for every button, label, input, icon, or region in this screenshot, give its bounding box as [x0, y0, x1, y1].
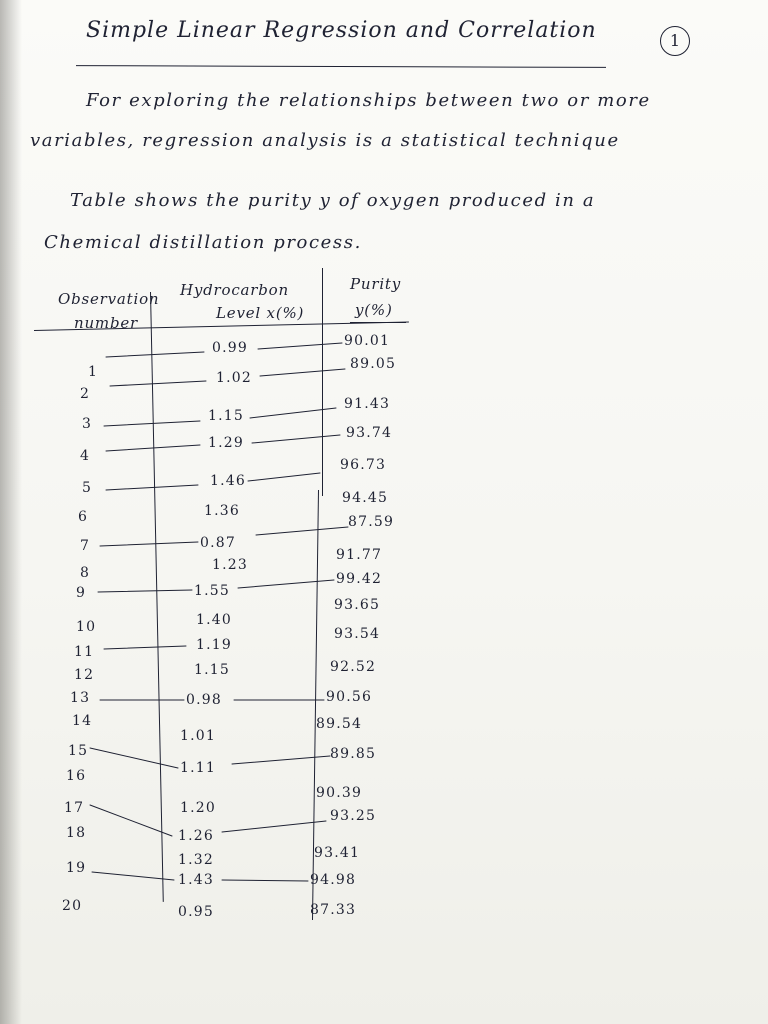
- paragraph-line-2: variables, regression analysis is a statistical technique: [30, 130, 620, 151]
- observation-number-cell: 13: [70, 690, 91, 706]
- header-purity-line-2: y(%): [355, 301, 393, 319]
- observation-number-cell: 17: [64, 800, 85, 816]
- header-observation-line-1: Observation: [58, 290, 160, 308]
- observation-number-cell: 20: [62, 898, 83, 914]
- hydrocarbon-level-cell: 1.40: [196, 612, 232, 628]
- purity-cell: 93.54: [334, 626, 381, 642]
- observation-number-cell: 9: [76, 585, 87, 601]
- purity-cell: 90.39: [316, 785, 363, 801]
- purity-cell: 91.77: [336, 547, 383, 563]
- hydrocarbon-level-cell: 1.55: [194, 583, 230, 599]
- observation-number-cell: 10: [76, 619, 97, 635]
- observation-number-cell: 3: [82, 416, 93, 432]
- hydrocarbon-level-cell: 1.19: [196, 637, 232, 653]
- observation-number-cell: 7: [80, 538, 91, 554]
- hydrocarbon-level-cell: 1.01: [180, 728, 216, 744]
- purity-cell: 91.43: [344, 396, 391, 412]
- page-number-circle: 1: [660, 26, 690, 56]
- observation-number-cell: 16: [66, 768, 87, 784]
- purity-cell: 94.98: [310, 872, 357, 888]
- hydrocarbon-level-cell: 1.26: [178, 828, 214, 844]
- purity-cell: 89.05: [350, 356, 397, 372]
- hydrocarbon-level-cell: 1.43: [178, 872, 214, 888]
- hydrocarbon-level-cell: 1.29: [208, 435, 244, 451]
- hydrocarbon-level-cell: 1.32: [178, 852, 214, 868]
- observation-number-cell: 12: [74, 667, 95, 683]
- paragraph-line-4: Chemical distillation process.: [44, 232, 362, 253]
- hydrocarbon-level-cell: 1.15: [208, 408, 244, 424]
- purity-cell: 93.74: [346, 425, 393, 441]
- purity-cell: 93.65: [334, 597, 381, 613]
- purity-cell: 90.56: [326, 689, 373, 705]
- observation-number-cell: 4: [80, 448, 91, 464]
- hydrocarbon-level-cell: 1.02: [216, 370, 252, 386]
- observation-number-cell: 8: [80, 565, 91, 581]
- header-hydrocarbon-line-1: Hydrocarbon: [180, 281, 289, 299]
- hydrocarbon-level-cell: 0.99: [212, 340, 248, 356]
- purity-cell: 89.54: [316, 716, 363, 732]
- hydrocarbon-level-cell: 0.87: [200, 535, 236, 551]
- purity-cell: 96.73: [340, 457, 387, 473]
- purity-cell: 89.85: [330, 746, 377, 762]
- purity-cell: 92.52: [330, 659, 377, 675]
- hydrocarbon-level-cell: 1.15: [194, 662, 230, 678]
- hydrocarbon-level-cell: 0.95: [178, 904, 214, 920]
- header-observation-line-2: number: [74, 314, 138, 332]
- paragraph-line-1: For exploring the relationships between two or more: [86, 90, 651, 111]
- purity-cell: 99.42: [336, 571, 383, 587]
- hydrocarbon-level-cell: 1.36: [204, 503, 240, 519]
- hydrocarbon-level-cell: 0.98: [186, 692, 222, 708]
- observation-number-cell: 2: [80, 386, 91, 402]
- observation-number-cell: 5: [82, 480, 93, 496]
- purity-cell: 93.25: [330, 808, 377, 824]
- header-purity-line-1: Purity: [350, 275, 402, 293]
- observation-number-cell: 6: [78, 509, 89, 525]
- page-title: Simple Linear Regression and Correlation: [86, 18, 597, 43]
- purity-cell: 87.33: [310, 902, 357, 918]
- observation-number-cell: 11: [74, 644, 95, 660]
- observation-number-cell: 14: [72, 713, 93, 729]
- hydrocarbon-level-cell: 1.11: [180, 760, 216, 776]
- paragraph-line-3: Table shows the purity y of oxygen produced in a: [70, 190, 596, 211]
- hydrocarbon-level-cell: 1.46: [210, 473, 246, 489]
- observation-number-cell: 19: [66, 860, 87, 876]
- hydrocarbon-level-cell: 1.23: [212, 557, 248, 573]
- purity-cell: 94.45: [342, 490, 389, 506]
- observation-number-cell: 18: [66, 825, 87, 841]
- purity-cell: 90.01: [344, 333, 391, 349]
- header-hydrocarbon-line-2: Level x(%): [216, 304, 305, 322]
- hydrocarbon-level-cell: 1.20: [180, 800, 216, 816]
- purity-cell: 87.59: [348, 514, 395, 530]
- observation-number-cell: 15: [68, 743, 89, 759]
- purity-cell: 93.41: [314, 845, 361, 861]
- observation-number-cell: 1: [88, 364, 99, 380]
